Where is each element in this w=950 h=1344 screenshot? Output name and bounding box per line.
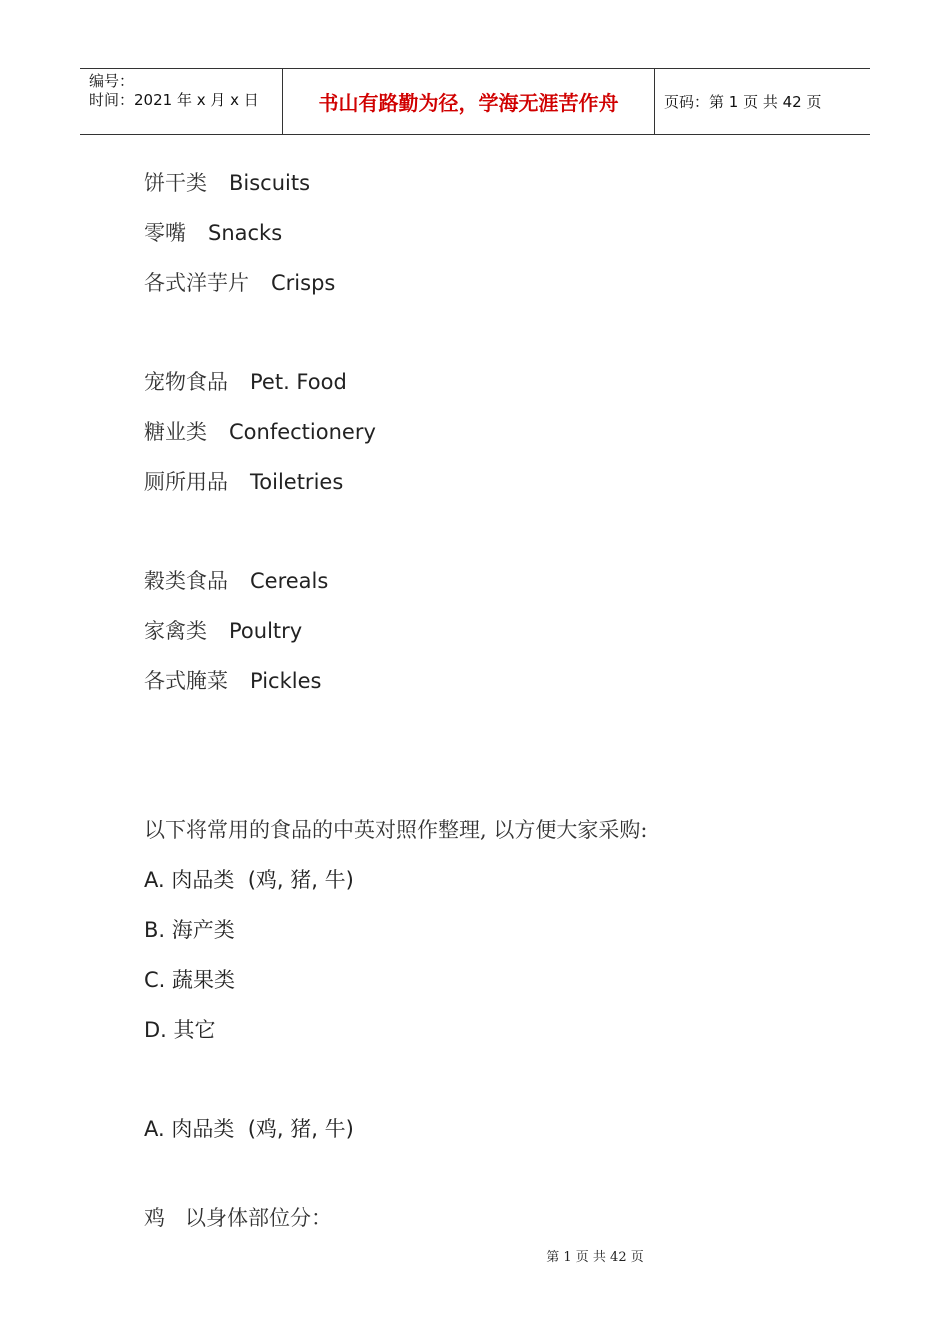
item-zh: 各式腌菜 <box>144 669 228 693</box>
header-page-info: 页码：第 1 页 共 42 页 <box>664 93 822 111</box>
item-poultry <box>144 617 302 645</box>
section-title: A. 肉品类 (鸡, 猪, 牛) <box>144 1117 354 1141</box>
item-snacks <box>144 219 282 247</box>
item-en: Snacks <box>208 221 283 245</box>
list-item-b: B. 海产类 <box>144 918 235 942</box>
intro-paragraph <box>144 816 647 844</box>
item-zh: 宠物食品 <box>144 370 228 394</box>
list-item-d: D. 其它 <box>144 1018 216 1042</box>
number-label: 编号： <box>89 72 135 90</box>
list-item-c: C. 蔬果类 <box>144 968 236 992</box>
item-en: Confectionery <box>229 420 376 444</box>
date-label: 时间：2021 年 x 月 x 日 <box>89 91 259 109</box>
item-en: Poultry <box>229 619 303 643</box>
list-item-a: A. 肉品类 (鸡, 猪, 牛) <box>144 868 354 892</box>
item-en: Toiletries <box>250 470 344 494</box>
item-confectionery <box>144 418 376 446</box>
page-header <box>80 68 870 135</box>
chicken-line <box>144 1204 332 1232</box>
header-meta <box>80 69 282 134</box>
item-pickles <box>144 667 321 695</box>
item-en: Pet. Food <box>250 370 347 394</box>
header-motto: 书山有路勤为径，学海无涯苦作舟 <box>282 69 655 134</box>
item-zh: 各式洋芋片 <box>144 271 249 295</box>
item-zh: 穀类食品 <box>144 569 228 593</box>
item-zh: 厕所用品 <box>144 470 228 494</box>
chicken-text: 鸡 以身体部位分： <box>144 1206 333 1230</box>
item-zh: 零嘴 <box>144 221 186 245</box>
item-en: Crisps <box>271 271 336 295</box>
item-crisps <box>144 269 335 297</box>
intro-text: 以下将常用的食品的中英对照作整理, 以方便大家采购: <box>144 818 648 842</box>
item-cereals <box>144 567 328 595</box>
page-footer: 第 1 页 共 42 页 <box>546 1250 644 1265</box>
item-zh: 家禽类 <box>144 619 207 643</box>
item-zh: 糖业类 <box>144 420 207 444</box>
item-en: Biscuits <box>229 171 311 195</box>
item-toiletries <box>144 468 343 496</box>
item-zh: 饼干类 <box>144 171 207 195</box>
item-biscuits <box>144 169 310 197</box>
item-pet-food <box>144 368 347 396</box>
item-en: Pickles <box>250 669 322 693</box>
item-en: Cereals <box>250 569 329 593</box>
